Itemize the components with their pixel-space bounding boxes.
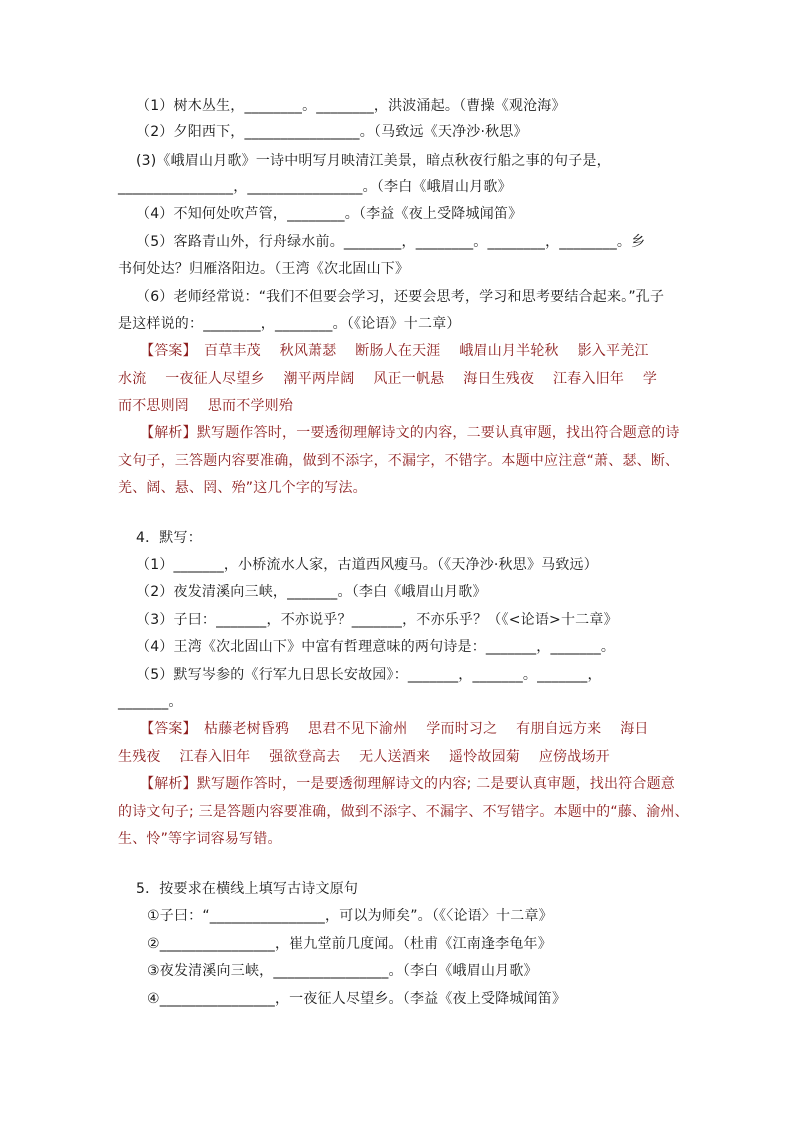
question-5-1: ①子曰：“________________，可以为师矣”。（《〈论语〉十二章》: [147, 908, 553, 924]
answer-tag: 【答案】: [140, 343, 190, 359]
question-3-1: （1）树木丛生，________。________，洪波涌起。（曹操《观沧海》: [136, 98, 566, 114]
question-5-4: ④________________，一夜征人尽望乡。（李益《夜上受降城闻笛》: [147, 991, 567, 1007]
analysis-3-line2: 文句子，三答题内容要准确，做到不添字，不漏字，不错字。本题中应注意“萧、瑟、断、: [118, 453, 680, 469]
analysis-tag: 【解析】: [140, 425, 197, 441]
question-4-5-line1: （5）默写岑参的《行军九日思长安故园》：_______，_______。_______，: [136, 667, 602, 683]
question-4-3: （3）子曰：_______，不亦说乎？_______，不亦乐乎？（《<论语>十二章》: [136, 612, 618, 628]
question-3-3-line1: (3)《峨眉山月歌》一诗中明写月映清江美景，暗点秋夜行船之事的句子是，: [136, 153, 611, 169]
question-3-3-line2: ________________，________________。（李白《峨眉山月歌》: [118, 179, 512, 195]
question-5-3: ③夜发清溪向三峡，________________。（李白《峨眉山月歌》: [147, 963, 538, 979]
answer-tag: 【答案】: [140, 721, 190, 737]
question-3-6-line2: 是这样说的：________，________。（《论语》十二章）: [118, 316, 461, 332]
question-3-6-line1: （6）老师经常说：“我们不但要会学习，还要会思考，学习和思考要结合起来。”孔子: [136, 289, 665, 305]
section-5-heading: 5．按要求在横线上填写古诗文原句: [136, 881, 359, 897]
analysis-text: 默写题作答时，一要透彻理解诗文的内容，二要认真审题，找出符合题意的诗: [196, 425, 680, 441]
question-3-5-line2: 书何处达？归雁洛阳边。（王湾《次北固山下》: [118, 261, 410, 277]
question-4-2: （2）夜发清溪向三峡，_______。（李白《峨眉山月歌》: [136, 584, 487, 600]
answer-text: 百草丰茂 秋风萧瑟 断肠人在天涯 峨眉山月半轮秋 影入平羌江: [189, 343, 649, 359]
question-5-2: ②________________，崔九堂前几度闻。（杜甫《江南逢李龟年》: [147, 936, 552, 952]
analysis-3-line1: [140, 423, 680, 443]
analysis-4-line2: 的诗文句子; 三是答题内容要准确，做到不添字、不漏字、不写错字。本题中的“藤、渝州、: [118, 804, 689, 820]
question-4-5-line2: _______。: [118, 694, 183, 710]
answer-4-line1: [140, 719, 649, 739]
answer-3-line2: 水流 一夜征人尽望乡 潮平两岸阔 风正一帆悬 海日生残夜 江春入旧年 学: [118, 371, 658, 387]
analysis-text: 默写题作答时，一是要透彻理解诗文的内容; 二是要认真审题，找出符合题意: [196, 776, 675, 792]
question-3-2: （2）夕阳西下，________________。（马致远《天净沙·秋思》: [136, 124, 528, 140]
question-4-1: （1）_______，小桥流水人家，古道西风瘦马。（《天净沙·秋思》马致远）: [136, 557, 598, 573]
question-3-5-line1: （5）客路青山外，行舟绿水前。________，________。________，________。乡: [136, 234, 646, 250]
question-4-4: （4）王湾《次北固山下》中富有哲理意味的两句诗是：_______，_______。: [136, 639, 616, 655]
analysis-tag: 【解析】: [140, 776, 197, 792]
analysis-4-line1: [140, 774, 675, 794]
answer-text: 枯藤老树昏鸦 思君不见下渝州 学而时习之 有朋自远方来 海日: [189, 721, 649, 737]
answer-3-line1: [140, 341, 649, 361]
question-3-4: （4）不知何处吹芦管，________。（李益《夜上受降城闻笛》: [136, 206, 523, 222]
analysis-3-line3: 羌、阔、悬、罔、殆”这几个字的写法。: [118, 480, 367, 496]
analysis-4-line3: 生、怜”等字词容易写错。: [118, 831, 282, 847]
answer-3-line3: 而不思则罔 思而不学则殆: [118, 398, 294, 414]
section-4-heading: 4．默写：: [136, 530, 202, 546]
answer-4-line2: 生残夜 江春入旧年 强欲登高去 无人送酒来 遥怜故园菊 应傍战场开: [118, 749, 610, 765]
